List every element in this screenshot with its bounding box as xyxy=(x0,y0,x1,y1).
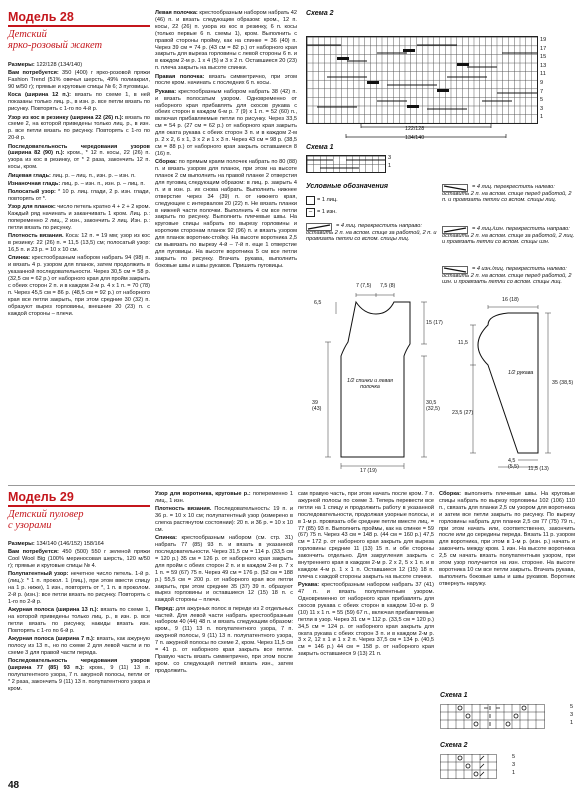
sleeve-dim-height: 35 (38,5) xyxy=(552,380,574,386)
paragraph-text: крестообразным набором (см. стр. 31) набрать 77 (85) 93 п. и вязать в указанной последовательности. Через 31,5 см = 114 р. (33,5 см = 120 р.) 35 см = 126 р. от наборного края закрыть для пройм с обеих сторон 2 п. и в каждом 2-м р. 7 х 1 п. = 59 (67) 75 п. Через 49 см = 176 р. (52 см = 188 р.) 55,5 см = 200 р. от наборного края все петли закрыть, при этом средние 35 (37) 39 п. образуют вырез горловины и оставшиеся 12 (15) 18 п. с каждой стороны – плечи. xyxy=(155,535,293,604)
model29-subtitle-2: с узорами xyxy=(8,520,52,532)
section-divider xyxy=(8,485,575,486)
model28-header xyxy=(8,10,150,51)
instruction-paragraph xyxy=(8,204,150,232)
paragraph-lead: Сборка: xyxy=(155,159,178,166)
row-label: 3 xyxy=(570,712,574,718)
model28-schema1-grid xyxy=(306,155,386,173)
legend-knit: = 1 лиц. xyxy=(317,197,338,203)
instruction-paragraph xyxy=(8,233,150,254)
sleeve-label: 1/2 рукава xyxy=(508,370,534,376)
instruction-paragraph xyxy=(155,159,297,270)
pattern-dim-armhole: 15 (17) xyxy=(426,320,443,326)
legend-cable-right: = 4 лиц. перекрестить направо: оставить 2 п. на вспом. спице за работой, 2 п. и провязать петли со вспом. спицы лиц. xyxy=(306,223,437,243)
paragraph-text: по прямым краям полочек набрать по 80 (88) п. и вязать узором для планок, при этом на высоте планок 2 см выполнить на правой планке 2 отверстия для пуговиц следующим образом: в лиц. р. закрыть 4 п. и в изн. р. их снова набрать. Выполнить нижнее отверстие через 34 (39) п. от нижнего края, следующее с интервалом 20 (22) п. Не вязать планки в нижней части полочки. Выполнить 4 см все петли закрыть по рисунку. Выполнить плечевые швы. На круговые спицы набрать по вырезу горловины и коротким сторонам планок 92 (96) п. и вязать узором для планок воротник-стойку. На высоте воротника 2,5 см вывязать по вырезу 4-й – 7-й п. еще 1 отверстие для пуговицы. На высоте воротника 5 см все петли закрыть по рисунку. Втачать рукава, выполнить боковые швы и швы рукавов. Пришить пуговицы. xyxy=(155,159,297,269)
row-label: 3 xyxy=(388,155,392,161)
pattern-dim-top-2: 7,5 (8) xyxy=(380,283,396,289)
paragraph-text: вязать, как ажурную полосу из 13 п., но по схеме 2 для левой части и по схеме 3 для правой части переда. xyxy=(8,636,151,657)
knit-symbol-icon xyxy=(306,196,315,205)
row-label: 1 xyxy=(512,770,516,776)
model28-column-2 xyxy=(155,10,297,271)
paragraph-text: выполнить плечевые швы. На круговые спицы набрать по вырезу горловины 102 (106) 110 п., связать для планки 2,5 см узором для воротника и затем все петли закрыть по рисунку. По вырезу горловины набрать для планки 2,5 см 77 (75) 79 п., при этом начать или, соответственно, закончить после или до середины переда. Вязать 11 р. узором для воротника, при этом в 1-м р. (изн. р.) начать и закончить между кром. 1 изн. На высоте воротника 2,5 см начать вязать полупатентным узором, при этом узор получается на изн. стороне. На высоте воротника 10 см все петли закрыть. Втачать рукава, выполнить боковые швы и швы рукавов. Воротник отвернуть наружу. xyxy=(439,491,575,587)
paragraph-lead: Ажурная полоса (ширина 13 п.): xyxy=(8,607,99,614)
paragraph-text: попеременно 1 лиц., 1 изн. xyxy=(155,491,293,504)
instruction-paragraph xyxy=(8,571,150,606)
paragraph-text: лиц. р. – изн. п., изн. р. – лиц. п. xyxy=(60,180,145,187)
paragraph-text: для ажурных полос в переде из 2 отдельных частей. Для левой части набрать крестообразным набором 40 (44) 48 п. и вязать следующим образом: кром., 9 (11) 13 п. полупатентного узора, 7 п. ажурной полосы, 9 (11) 13 п. полупатентного узора, 7 п. ажурной полосы по схеме 2, кром. Через 11,5 см = 41 р. от наборного края закрыть все петли. Правую часть вязать симметрично, при этом после кром. со следующей петлей вязать изн., затем продолжить. xyxy=(155,605,293,674)
model28-column-1 xyxy=(8,62,150,319)
model28-schema2-title: Схема 2 xyxy=(306,10,334,17)
paragraph-text: вязать по схеме 1, на которой приведены только лиц. р., в изн. р. все петли вязать по рисунку, накиды вязать изн. Повторять с 1-го по 6-й р. xyxy=(8,607,151,635)
paragraph-text: лиц. р. – лиц. п., изн. р. – изн. п. xyxy=(50,172,136,179)
row-label: 1 xyxy=(388,163,392,169)
pattern-dim-top-1: 7 (7,5) xyxy=(356,283,372,289)
instruction-paragraph xyxy=(8,549,150,570)
paragraph-text: кром., 9 (11) 13 п. полупатентного узора, 7 п. ажурной полосы, петли от * 2 раза, закончить 9 (11) 13 п. полупатентного узора и кром. xyxy=(8,665,151,693)
model28-subtitle-1: Детский xyxy=(8,29,47,41)
instruction-paragraph xyxy=(8,173,150,180)
instruction-paragraph xyxy=(8,636,150,657)
sleeve-dim-bottom-1: 4,5 (5,5) xyxy=(508,458,519,470)
instruction-paragraph xyxy=(298,491,434,581)
instruction-paragraph xyxy=(8,189,150,203)
instruction-paragraph xyxy=(8,658,150,693)
row-label: 5 xyxy=(570,704,574,710)
instruction-paragraph xyxy=(155,606,293,675)
sleeve-dim-cap: 11,5 xyxy=(458,340,468,346)
instruction-paragraph xyxy=(155,10,297,72)
paragraph-lead: Спинка: xyxy=(155,535,178,542)
model29-schema1-title: Схема 1 xyxy=(440,692,468,699)
row-label: 13 xyxy=(540,62,547,69)
pattern-dim-lower: 30,5 (32,5) xyxy=(426,400,440,412)
paragraph-lead: Правая полочка: xyxy=(155,73,205,80)
page-number: 48 xyxy=(8,780,20,791)
legend-title: Условные обозначения xyxy=(306,183,389,190)
legend-purl: = 1 изн. xyxy=(317,209,337,215)
model28-rule xyxy=(8,25,150,27)
model28-sleeve-schematic xyxy=(448,305,578,475)
instruction-paragraph xyxy=(8,181,150,188)
model28-subtitle-2: ярко-розовый жакет xyxy=(8,40,103,52)
pattern-dim-bottom: 17 (19) xyxy=(360,468,377,474)
sleeve-dim-lower: 23,5 (27) xyxy=(452,410,474,416)
paragraph-text: число петель кратно 4 + 2 + 2 кром. Каждый ряд начинать и заканчивать 1 кром. Лиц. р.: попеременно 2 лиц., 2 изн., закончить 2 лиц. Изн. р.: петли вязать по рисунку. xyxy=(8,204,151,232)
row-label: 19 xyxy=(540,37,547,43)
row-label: 3 xyxy=(540,105,544,112)
row-label: 11 xyxy=(540,71,546,78)
paragraph-lead: Рукава: xyxy=(155,88,177,95)
paragraph-lead: Плотность вязания. xyxy=(155,506,212,513)
paragraph-text: вязать по схеме 1, в ней показаны только лиц. р., в изн. р. все петли вязать по рисунку. Повторять с 1-го по 4-й р. xyxy=(8,92,150,113)
row-label: 1 xyxy=(540,114,544,121)
instruction-paragraph xyxy=(155,74,297,88)
row-label: 15 xyxy=(540,54,547,61)
model29-rule xyxy=(8,505,150,507)
instruction-paragraph xyxy=(439,491,575,588)
paragraph-text: сам правую часть, при этом начать после кром. 7 п. ажурной полосы по схеме 3. Теперь перевести все петли на 1 спицу и продолжить работу в указанной последовательности, продолжая узорные полосы, и в 1-м р. провязать обе средние петли вместе лиц. = 77 (85) 93 п. Выполнить проймы, как на спинке = 59 (67) 75 п. Через 43 см = 148 р. (44 см = 160 р.) 47,5 см = 172 р. от наборного края закрыть для выреза горловины средние 11 (13) 15 п. и обе стороны закончить отдельно. Для закругления закрыть с внутреннего края в каждом 2-м р. 2 х 2, 5 х 1 п. и в каждом 4-м р. 1 х 1 п. Оставшиеся 12 (15) 18 п. плеча с каждой стороны закрыть на высоте спинки. xyxy=(298,491,434,580)
paragraph-text: вязать по схеме 2, на которой приведены только лиц. р., в изн. р. все петли вязать по рисунку. Повторять с 1-го по 20-й р. xyxy=(8,114,150,142)
row-label: 9 xyxy=(540,79,544,86)
model29-subtitle-1: Детский пуловер xyxy=(8,509,84,521)
instruction-paragraph xyxy=(298,582,434,658)
paragraph-lead: Узор для воротника, круговые р.: xyxy=(155,491,251,497)
model28-schema2-rows xyxy=(540,36,560,122)
row-label: 1 xyxy=(570,720,574,726)
model29-column-4 xyxy=(439,491,575,589)
paragraph-lead: Спинка: xyxy=(8,255,31,262)
paragraph-lead: Последовательность чередования узоров (ширина 82 (90) п.): xyxy=(8,143,150,157)
pattern-body-label: 1/2 спинки и левая полочка xyxy=(347,378,393,390)
model28-title: Модель 28 xyxy=(8,10,74,24)
row-label: 17 xyxy=(540,45,547,52)
pattern-dim-neck: 6,5 xyxy=(314,300,322,306)
paragraph-lead: Размеры: xyxy=(8,541,35,547)
paragraph-text: 122/128 (134/140) xyxy=(34,62,83,68)
paragraph-text: * 10 р. лиц. глади, 2 р. изн. глади, повторять от *. xyxy=(8,189,150,203)
paragraph-text: нечетное число петель. 1-й р. (лиц.): * 1 п. прокол. 1 (лиц.), при этом ввести спицу на 1 р. ниже), 1 изн., повторять от *, 1 п. в проколом. 2-й р. (изн.): все петли вязать по рисунку. Повторять с 1-го по 2-й р. xyxy=(8,571,150,606)
paragraph-text: 350 (400) г ярко-розовой пряжи Fashion Trend (51% овечья шерсть, 49% полиакрил, 90 м/50 г); прямые и круговые спицы № 6; 3 пуговицы. xyxy=(8,70,150,91)
paragraph-lead: Коса (ширина 12 п.): xyxy=(8,92,71,99)
paragraph-text: крестообразным набором набрать 37 (41) 47 п. и вязать полупатентным узором. Одновременно от наборного края прибавлять для скосов рукава с обеих сторон в каждом 10-м р. 9 (10) 11 х 1 п. = 55 (59) 67 п., включая прибавляемые петли в узор. Через 31 см = 112 р. (33,5 см = 120 р.) 34,5 см = 124 р. от наборного края закрыть для окатa рукава с обеих сторон 3 п. и в каждом 2-м р. 3 х 2, 12 х 1 и 1 х 2 п. Через 37,5 см = 134 р. (40,5 см = 146 р.) 44 см = 158 р. от наборного края закрыть оставшиеся 9 (13) 21 п. xyxy=(298,582,434,658)
row-label: 5 xyxy=(512,754,516,760)
model29-schema2-title: Схема 2 xyxy=(440,742,468,749)
legend-cable-left: = 4 лиц. перекрестить налево: оставить 2 п. на вспом. спице перед работой, 2 п. и провязать петли со вспом. спицы лиц. xyxy=(442,184,572,204)
row-label: 7 xyxy=(540,88,544,95)
purl-symbol-icon: – xyxy=(306,208,315,217)
paragraph-lead: Последовательность чередования узоров (ширина 77 (85) 93 п.): xyxy=(8,658,150,672)
model29-schema1-grid xyxy=(440,704,570,730)
model28-schema2-size2: 134/140 xyxy=(405,135,425,141)
model29-schema2-grid xyxy=(440,754,510,780)
legend-cable-purl-knit: = 4 изн./лиц. перекрестить налево: оставить 2 п. на вспом. спице перед работой, 2 изн. и провязать петли со вспом. спицы лиц. xyxy=(442,266,572,286)
sleeve-dim-bottom-2: 11,5 (13) xyxy=(528,466,549,472)
paragraph-lead: Перед: xyxy=(155,605,175,612)
paragraph-lead: Узор из кос в резинку (ширина 22 (26) п.): xyxy=(8,114,124,121)
instruction-paragraph xyxy=(8,144,150,172)
model28-schema1-title: Схема 1 xyxy=(306,144,334,151)
paragraph-lead: Узор для планок: xyxy=(8,204,56,211)
paragraph-lead: Лицевая гладь: xyxy=(8,172,51,179)
paragraph-lead: Полосатый узор: xyxy=(8,189,56,196)
row-label: 5 xyxy=(540,97,544,104)
model29-column-2 xyxy=(155,491,293,676)
instruction-paragraph xyxy=(8,92,150,113)
instruction-paragraph xyxy=(8,70,150,91)
model29-column-1 xyxy=(8,541,150,694)
instruction-paragraph xyxy=(8,607,150,635)
paragraph-lead: Левая полочка: xyxy=(155,10,198,16)
sleeve-dim-top: 16 (18) xyxy=(502,297,519,303)
instruction-paragraph xyxy=(8,62,150,69)
paragraph-text: Коса: 12 п. = 19 мм; узор из кос в резинку: 22 (26) п. = 11,5 (13,5) см; полосатый узор: 16,5 п. и 23 р. = 10 х 10 см. xyxy=(8,233,150,254)
paragraph-text: крестообразным набором набрать 42 (46) п. и вязать следующим образом: кром., 12 п. косы, 22 (26) п. узора из кос в резинку, 6 п. косы (только первые 6 п. схемы 1), кром. Выполнить с правой стороны пройму, как на спинке = 36 (40) п. Через 39 см = 74 р. (43 см = 82 р.) от наборного края закрыть для выреза горловины с левой стороны 6 п. и в каждом 2-м р. 1 х 4 (5) и 3 х 2 п. Оставшиеся 20 (23) п. плеча закрыть на высоте спинки. xyxy=(155,10,297,72)
paragraph-lead: Полупатентный узор: xyxy=(8,571,69,578)
paragraph-lead: Вам потребуется: xyxy=(8,70,59,77)
pattern-dim-height: 39 (43) xyxy=(312,400,322,412)
instruction-paragraph xyxy=(155,491,293,505)
instruction-paragraph xyxy=(155,506,293,534)
instruction-paragraph xyxy=(8,115,150,143)
paragraph-text: Последовательность: 19 п. и 36 р. = 10 х 10 см; полупатентный узор (измерено в слегка растянутом состоянии): 20 п. и 36 р. = 10 х 10 см. xyxy=(155,506,293,533)
instruction-paragraph xyxy=(8,541,150,548)
paragraph-text: вязать симметрично, при этом после кром. начинать с последних 6 п. косы. xyxy=(155,73,297,87)
paragraph-text: крестообразным набором набрать 38 (42) п. и вязать полосатым узором. Одновременно от наборного края прибавлять для скосов рукава с обеих сторон в каждом 6-м р. 7 (9) х 1 п. = 52 (60) п., включая прибавляемые петли по рисунку. Через 33,5 см = 54 р. (27 см = 62 р.) от наборного края закрыть для окатa рукава с обеих сторон 3 п. и в каждом 2-м р. 2 х 2, 6 х 1, 3 х 2 и 1 х 3 п. Через 43 см = 98 р. (38,5 см = 88 р.) от наборного края закрыть оставшиеся 8 (16) п. xyxy=(155,88,297,157)
model28-schema2-grid xyxy=(306,36,538,124)
model29-column-3 xyxy=(298,491,434,660)
paragraph-text: крестообразным набором набрать 94 (98) п. и вязать 4 р. узором для планок, затем продолжить в указанной последовательности. Через 30,5 см = 58 р. (32,5 см = 62 р.) от наборного края для пройм закрыть с обеих сторон 2 п. и в каждом 2-м р. 4 х 1 п. = 70 (78) п. Через 45,5 см = 86 р. (48,5 см = 92 р.) от наборного края все петли закрыть, при этом средние 30 (32) п. образуют вырез горловины, внешние 20 (23) п. с каждой стороны – плечи. xyxy=(8,255,150,317)
instruction-paragraph xyxy=(8,255,150,317)
paragraph-lead: Изнаночная гладь: xyxy=(8,180,61,187)
model28-schema1-cables xyxy=(307,156,385,172)
paragraph-lead: Сборка: xyxy=(439,491,462,497)
model29-title: Модель 29 xyxy=(8,490,74,504)
paragraph-lead: Рукава: xyxy=(298,582,320,589)
paragraph-lead: Вам потребуется: xyxy=(8,549,59,556)
row-label: 3 xyxy=(512,762,516,768)
model28-schema2-cables xyxy=(307,37,537,123)
paragraph-text: 134/140 (146/152) 158/164 xyxy=(34,541,104,547)
legend-cable-knit-purl: = 4 лиц./изн. перекрестить направо: оставить 2 п. на вспом. спице за работой, 2 лиц. и провязать петли со вспом. спицы изн. xyxy=(442,226,575,246)
instruction-paragraph xyxy=(155,89,297,158)
instruction-paragraph xyxy=(155,535,293,604)
paragraph-lead: Ажурная полоса (ширина 7 п.): xyxy=(8,636,95,643)
paragraph-text: 450 (500) 550 г зеленой пряжи Cool Wool Big (100% мериносовая шерсть, 120 м/50 г); прямые и круговые спицы № 4. xyxy=(8,549,150,570)
paragraph-text: кром., * 12 п. косы, 22 (26) п. узора из кос в резинку, от * 2 раза, закончить 12 п. косы, кром. xyxy=(8,150,150,171)
model28-schema2-size: 122/128 xyxy=(405,126,425,132)
paragraph-lead: Плотность вязания. xyxy=(8,233,64,240)
model29-header xyxy=(8,490,150,531)
paragraph-lead: Размеры: xyxy=(8,62,35,68)
